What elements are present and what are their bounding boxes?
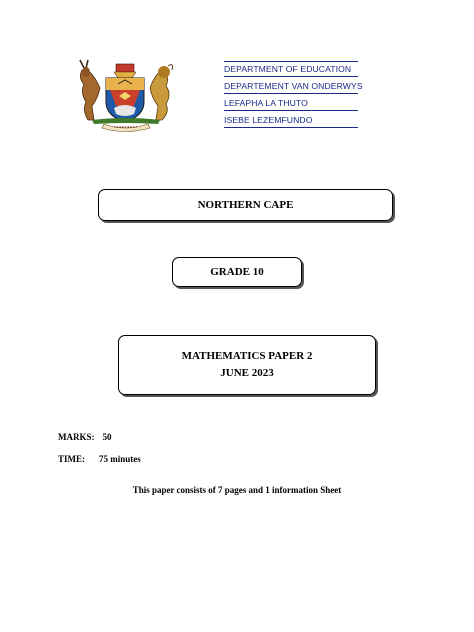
divider [224, 61, 358, 62]
subject-title: MATHEMATICS PAPER 2 [181, 350, 313, 362]
department-names [224, 61, 363, 131]
time-line [58, 454, 141, 464]
grade-title: GRADE 10 [210, 266, 264, 278]
marks-label: MARKS: [58, 432, 95, 442]
department-name-isixhosa: ISEBE LEZEMFUNDO [224, 114, 358, 128]
province-title: NORTHERN CAPE [197, 199, 294, 211]
grade-box [172, 257, 302, 287]
province-box [98, 189, 393, 221]
marks-value: 50 [102, 432, 112, 442]
subject-box [118, 335, 376, 395]
session-title: JUNE 2023 [220, 367, 274, 379]
department-name-setswana: LEFAPHA LA THUTO [224, 97, 358, 111]
time-label: TIME: [58, 454, 85, 464]
department-name-afrikaans: DEPARTEMENT VAN ONDERWYS [224, 80, 358, 94]
department-name-english: DEPARTMENT OF EDUCATION [224, 63, 358, 77]
time-value: 75 minutes [99, 454, 141, 464]
coat-of-arms-icon [74, 58, 176, 132]
pages-note: This paper consists of 7 pages and 1 information Sheet [132, 485, 342, 495]
marks-line [58, 432, 112, 442]
